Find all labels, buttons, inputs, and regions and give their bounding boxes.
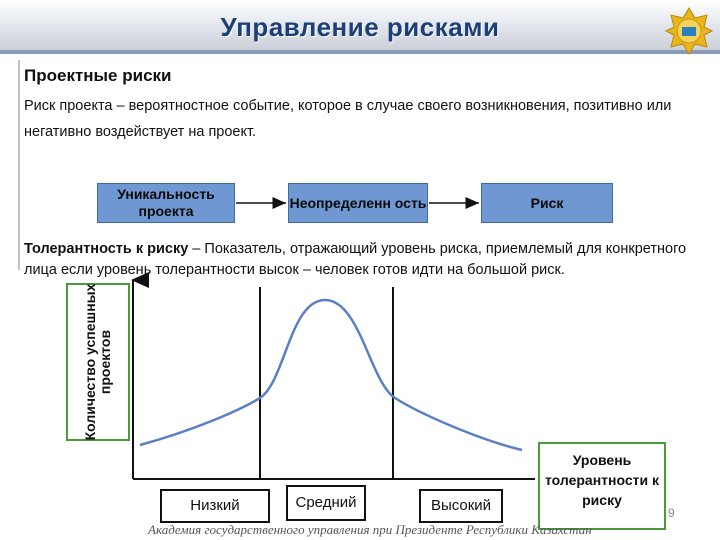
- level-medium: Средний: [286, 485, 366, 521]
- x-axis-label: Уровень толерантности к риску: [538, 442, 666, 530]
- footer-text: Академия государственного управления при Президенте Республики Казахстан: [148, 522, 592, 537]
- tolerance-curve: [140, 300, 522, 450]
- box-risk: Риск: [481, 183, 613, 223]
- page-title: Управление рисками: [220, 12, 500, 42]
- section-heading: Проектные риски: [24, 66, 172, 85]
- tolerance-text: – Показатель, отражающий уровень риска, приемлемый для конкретного лица если уровень толерантности высок – человек готов идти на большой риск.: [24, 241, 687, 278]
- page-number: 9: [668, 506, 675, 520]
- y-axis-label: Количество успешных проектов: [82, 283, 113, 441]
- level-high: Высокий: [419, 489, 503, 523]
- level-low: Низкий: [160, 489, 270, 523]
- tolerance-term: Толерантность к риску: [24, 241, 189, 257]
- box-uncertainty: Неопределенн ость: [288, 183, 428, 223]
- risk-definition: Риск проекта – вероятностное событие, которое в случае своего возникновения, позитивно или негативно воздействует на проект.: [24, 98, 672, 140]
- box-uniqueness: Уникальность проекта: [97, 183, 235, 223]
